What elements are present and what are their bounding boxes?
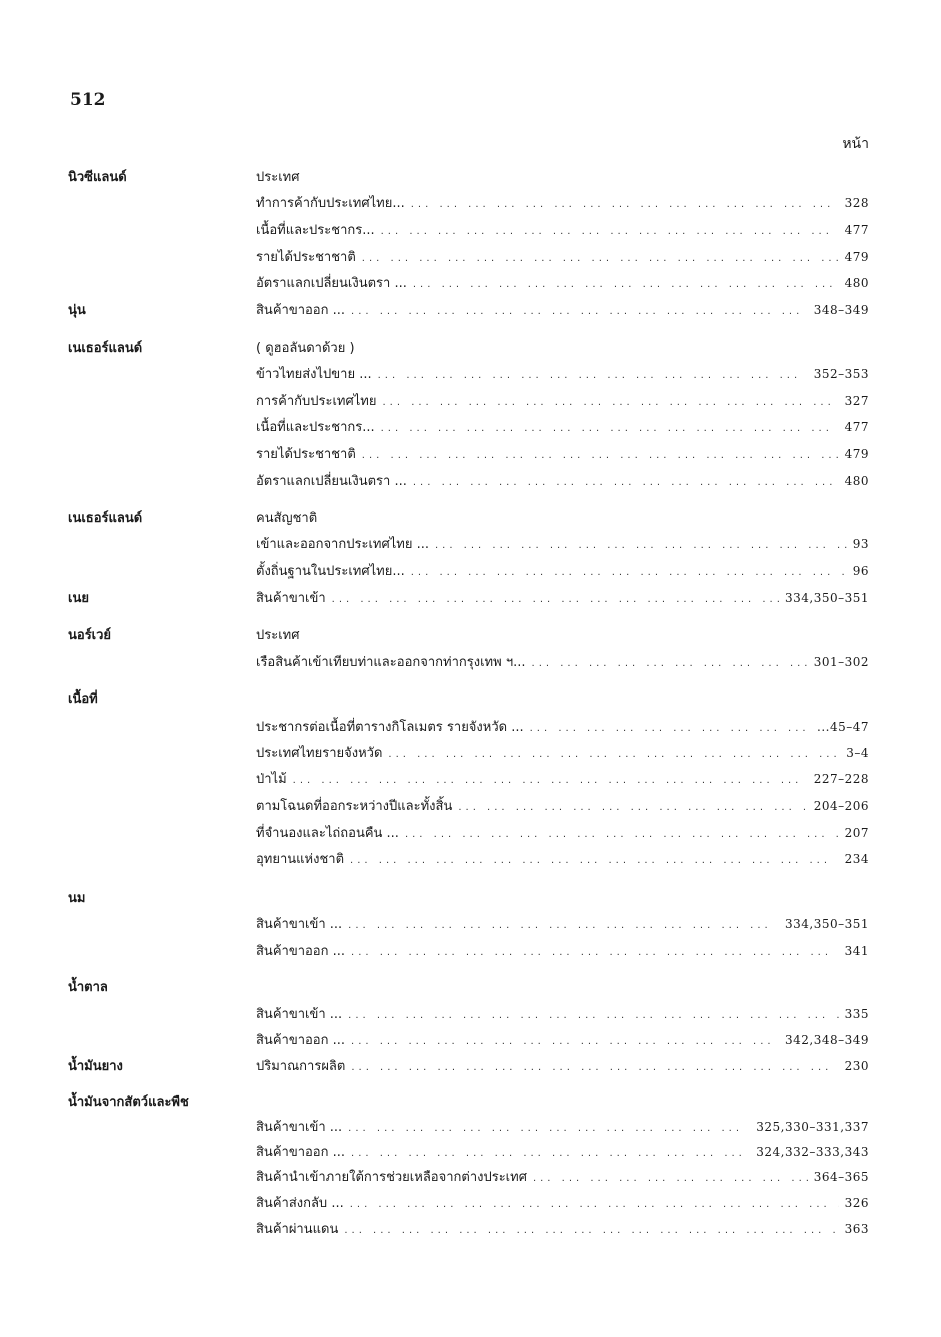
- entry-label: ประเทศไทยรายจังหวัด: [256, 746, 383, 761]
- dot-leader: [348, 920, 779, 931]
- index-entry: [256, 913, 869, 934]
- entry-label: เข้าและออกจากประเทศไทย ...: [256, 537, 429, 552]
- index-entry: [256, 219, 869, 240]
- entry-label: ประชากรต่อเนื้อที่ตารางกิโลเมตร รายจังหวัด ...: [256, 720, 524, 735]
- entry-label: เนื้อที่และประชากร...: [256, 223, 375, 238]
- dot-leader: [332, 594, 779, 605]
- index-subheading: คนสัญชาติ: [256, 511, 318, 526]
- dot-leader: [411, 567, 847, 578]
- entry-label: สินค้าขาออก ...: [256, 303, 346, 318]
- index-heading-row: [0, 166, 941, 192]
- entry-label: สินค้าขาออก ...: [256, 1033, 346, 1048]
- index-entry: [256, 363, 869, 384]
- dot-leader: [351, 306, 808, 317]
- entry-pages: 352–353: [813, 367, 869, 381]
- dot-leader: [362, 253, 839, 264]
- index-term: เนเธอร์แลนด์: [68, 511, 143, 526]
- entry-pages: 342,348–349: [784, 1033, 869, 1047]
- index-subheading: ประเทศ: [256, 628, 300, 643]
- dot-leader: [530, 723, 811, 734]
- index-entry: [256, 1192, 869, 1213]
- dot-leader: [344, 1225, 838, 1236]
- index-entry: [256, 1055, 869, 1076]
- entry-label: สินค้าขาออก ...: [256, 1145, 346, 1160]
- entry-label: รายได้ประชาชาติ: [256, 447, 356, 462]
- index-term: นุ่น: [68, 303, 86, 318]
- entry-pages: 230: [844, 1059, 869, 1073]
- index-subheading: ประเทศ: [256, 170, 300, 185]
- entry-pages: 334,350–351: [784, 917, 869, 931]
- entry-pages: 325,330–331,337: [756, 1120, 869, 1134]
- index-entry: [256, 1029, 869, 1050]
- entry-label: สินค้าขาเข้า ...: [256, 917, 343, 932]
- dot-leader: [348, 1123, 750, 1134]
- index-entry: [256, 822, 869, 843]
- index-term: นิวซีแลนด์: [68, 170, 127, 185]
- entry-pages: 227–228: [813, 772, 869, 786]
- entry-label: ที่จำนองและไถ่ถอนคืน ...: [256, 826, 399, 841]
- entry-pages: 348–349: [813, 303, 869, 317]
- entry-pages: 326: [844, 1196, 869, 1210]
- dot-leader: [382, 397, 838, 408]
- dot-leader: [413, 279, 839, 290]
- entry-pages: 334,350–351: [784, 591, 869, 605]
- dot-leader: [350, 855, 839, 866]
- entry-pages: 96: [852, 564, 869, 578]
- entry-label: สินค้าขาออก ...: [256, 944, 346, 959]
- entry-pages: 3–4: [846, 746, 869, 760]
- entry-label: อัตราแลกเปลี่ยนเงินตรา ...: [256, 474, 407, 489]
- index-heading-row: [0, 887, 941, 913]
- index-entry: [256, 1166, 869, 1187]
- index-entry: [256, 768, 869, 789]
- dot-leader: [378, 370, 808, 381]
- index-term: เนื้อที่: [68, 692, 98, 707]
- index-entry: [256, 848, 869, 869]
- entry-pages: 335: [844, 1007, 869, 1021]
- index-subheading: ( ดูฮอลันดาด้วย ): [256, 341, 355, 356]
- index-term: น้ำตาล: [68, 980, 108, 995]
- dot-leader: [362, 450, 839, 461]
- index-entry: [256, 443, 869, 464]
- entry-label: สินค้าส่งกลับ ...: [256, 1196, 344, 1211]
- entry-label: การค้ากับประเทศไทย: [256, 394, 377, 409]
- index-heading-row: [0, 976, 941, 1002]
- index-entry: [256, 560, 869, 581]
- entry-label: ข้าวไทยส่งไปขาย ...: [256, 367, 372, 382]
- entry-label: รายได้ประชาชาติ: [256, 250, 356, 265]
- entry-pages: 93: [852, 537, 869, 551]
- index-heading-row: [0, 507, 941, 533]
- index-heading-row: [0, 624, 941, 650]
- dot-leader: [388, 749, 840, 760]
- entry-label: ตั้งถิ่นฐานในประเทศไทย...: [256, 564, 405, 579]
- index-entry: [256, 192, 869, 213]
- entry-label: ตามโฉนดที่ออกระหว่างปีและทั้งสิ้น: [256, 799, 453, 814]
- entry-pages: 327: [844, 394, 869, 408]
- index-entry: [256, 795, 869, 816]
- page-number: 512: [70, 90, 106, 110]
- dot-leader: [348, 1010, 838, 1021]
- index-entry: [256, 390, 869, 411]
- entry-pages: 364–365: [813, 1170, 869, 1184]
- dot-leader: [351, 1036, 779, 1047]
- entry-pages: 328: [844, 196, 869, 210]
- page-column-header: หน้า: [842, 136, 869, 152]
- entry-label: สินค้าขาเข้า ...: [256, 1007, 343, 1022]
- index-heading-row: [0, 1055, 941, 1081]
- entry-label: เนื้อที่และประชากร...: [256, 420, 375, 435]
- dot-leader: [351, 1148, 750, 1159]
- entry-pages: 477: [844, 223, 869, 237]
- index-entry: [256, 416, 869, 437]
- entry-label: อัตราแลกเปลี่ยนเงินตรา ...: [256, 276, 407, 291]
- entry-label: เรือสินค้าเข้าเทียบท่าและออกจากท่ากรุงเทพ ฯ...: [256, 655, 526, 670]
- dot-leader: [532, 658, 808, 669]
- entry-label: สินค้าผ่านแดน: [256, 1222, 339, 1237]
- entry-pages: 341: [844, 944, 869, 958]
- entry-pages: 479: [844, 447, 869, 461]
- dot-leader: [351, 1062, 838, 1073]
- index-heading-row: [0, 587, 941, 613]
- entry-pages: 324,332–333,343: [756, 1145, 869, 1159]
- entry-pages: ...45–47: [817, 720, 869, 734]
- index-entry: [256, 742, 869, 763]
- index-term: เนเธอร์แลนด์: [68, 341, 143, 356]
- dot-leader: [533, 1173, 808, 1184]
- index-entry: [256, 716, 869, 737]
- index-term: เนย: [68, 591, 89, 606]
- index-entry: [256, 1003, 869, 1024]
- entry-pages: 480: [844, 276, 869, 290]
- index-entry: [256, 272, 869, 293]
- entry-pages: 234: [844, 852, 869, 866]
- entry-pages: 480: [844, 474, 869, 488]
- entry-label: สินค้านำเข้าภายใต้การช่วยเหลือจากต่างประเทศ: [256, 1170, 527, 1185]
- index-heading-row: [0, 299, 941, 325]
- entry-label: สินค้าขาเข้า ...: [256, 1120, 343, 1135]
- dot-leader: [381, 423, 839, 434]
- index-heading-row: [0, 337, 941, 363]
- index-term: น้ำมันจากสัตว์และพืช: [68, 1095, 189, 1110]
- index-entry: [256, 299, 869, 320]
- dot-leader: [381, 226, 839, 237]
- index-entry: [256, 246, 869, 267]
- dot-leader: [435, 540, 847, 551]
- dot-leader: [405, 829, 839, 840]
- index-entry: [256, 470, 869, 491]
- entry-pages: 477: [844, 420, 869, 434]
- entry-label: ทำการค้ากับประเทศไทย...: [256, 196, 405, 211]
- dot-leader: [411, 199, 839, 210]
- index-term: น้ำมันยาง: [68, 1059, 123, 1074]
- index-term: นม: [68, 891, 86, 906]
- index-entry: [256, 651, 869, 672]
- dot-leader: [413, 477, 839, 488]
- index-entry: [256, 533, 869, 554]
- dot-leader: [293, 775, 808, 786]
- index-entry: [256, 940, 869, 961]
- entry-label: อุทยานแห่งชาติ: [256, 852, 345, 867]
- entry-pages: 479: [844, 250, 869, 264]
- entry-label: สินค้าขาเข้า: [256, 591, 326, 606]
- entry-label: ป่าไม้: [256, 772, 287, 787]
- entry-pages: 301–302: [813, 655, 869, 669]
- index-entry: [256, 1218, 869, 1239]
- index-heading-row: [0, 1091, 941, 1117]
- index-heading-row: [0, 688, 941, 714]
- index-entry: [256, 1141, 869, 1162]
- entry-label: ปริมาณการผลิต: [256, 1059, 346, 1074]
- index-entry: [256, 587, 869, 608]
- index-term: นอร์เวย์: [68, 628, 112, 643]
- entry-pages: 363: [844, 1222, 869, 1236]
- index-entry: [256, 1116, 869, 1137]
- entry-pages: 204–206: [813, 799, 869, 813]
- dot-leader: [458, 802, 807, 813]
- dot-leader: [351, 947, 839, 958]
- dot-leader: [350, 1199, 839, 1210]
- entry-pages: 207: [844, 826, 869, 840]
